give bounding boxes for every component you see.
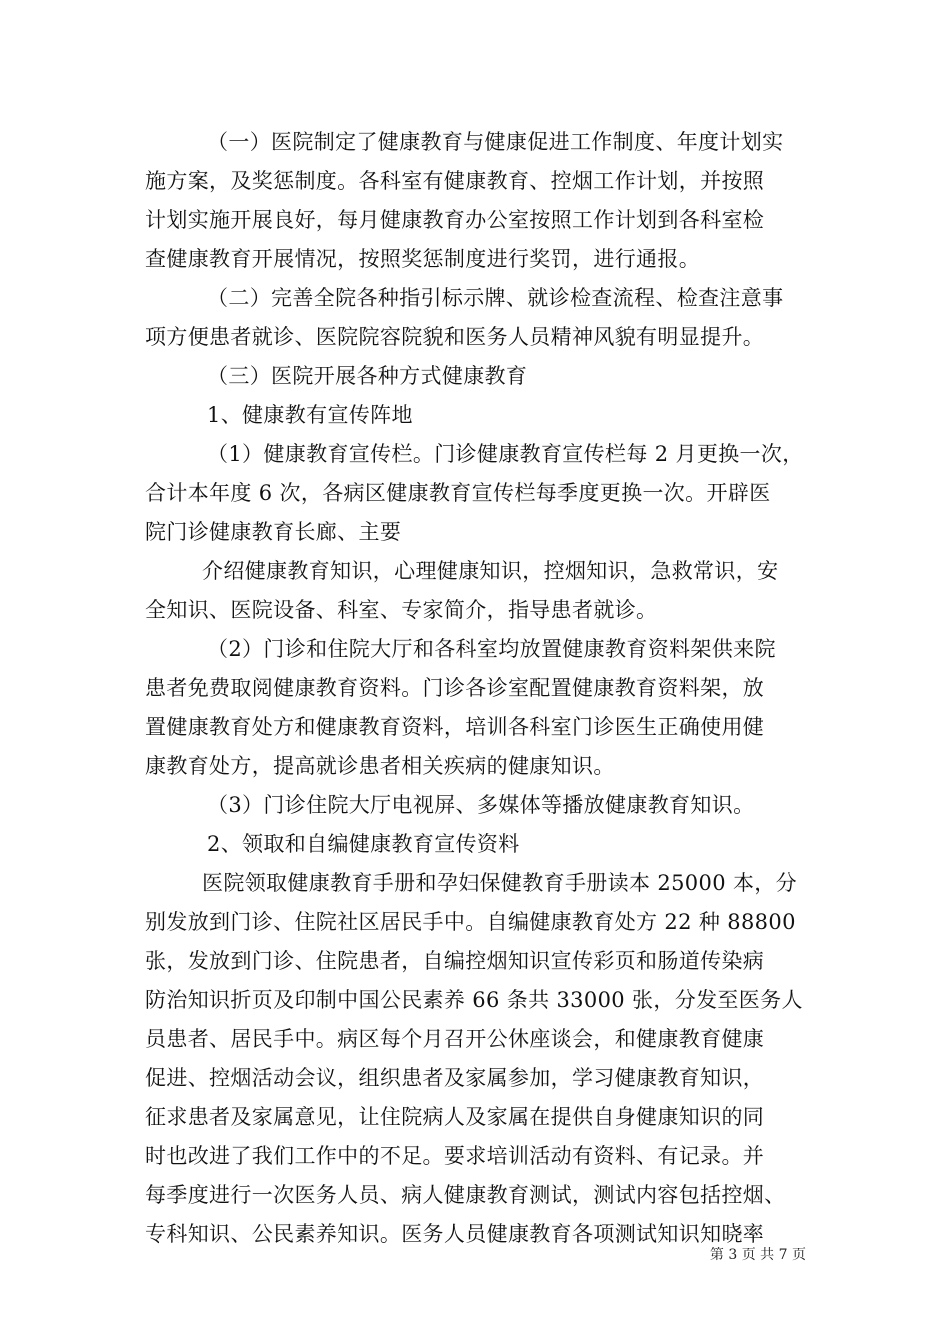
paragraph-line: 别发放到门诊、住院社区居民手中。自编健康教育处方 22 种 88800: [145, 910, 796, 934]
paragraph-line: （3）门诊住院大厅电视屏、多媒体等播放健康教育知识。: [207, 793, 755, 817]
paragraph-line: （二）完善全院各种指引标示牌、就诊检查流程、检查注意事: [207, 286, 784, 310]
paragraph-line: 置健康教育处方和健康教育资料，培训各科室门诊医生正确使用健: [145, 715, 765, 739]
paragraph-line: （一）医院制定了健康教育与健康促进工作制度、年度计划实: [207, 130, 784, 154]
paragraph-line: 张，发放到门诊、住院患者，自编控烟知识宣传彩页和肠道传染病: [145, 949, 765, 973]
paragraph-line: 每季度进行一次医务人员、病人健康教育测试，测试内容包括控烟、: [145, 1183, 786, 1207]
paragraph-line: （2）门诊和住院大厅和各科室均放置健康教育资料架供来院: [207, 637, 776, 661]
subsection-heading: 2、领取和自编健康教育宣传资料: [207, 832, 520, 856]
paragraph-line: 合计本年度 6 次，各病区健康教育宣传栏每季度更换一次。开辟医: [145, 481, 771, 505]
paragraph-line: 查健康教育开展情况，按照奖惩制度进行奖罚，进行通报。: [145, 247, 701, 271]
paragraph-line: 全知识、医院设备、科室、专家简介，指导患者就诊。: [145, 598, 658, 622]
paragraph-line: 患者免费取阅健康教育资料。门诊各诊室配置健康教育资料架，放: [145, 676, 765, 700]
paragraph-line: 员患者、居民手中。病区每个月召开公休座谈会，和健康教育健康: [145, 1027, 765, 1051]
page-number: 第 3 页 共 7 页: [709, 1247, 806, 1263]
paragraph-line: 介绍健康教育知识，心理健康知识，控烟知识，急救常识，安: [202, 559, 779, 583]
paragraph-line: 防治知识折页及印制中国公民素养 66 条共 33000 张，分发至医务人: [145, 988, 803, 1012]
paragraph-line: 项方便患者就诊、医院院容院貌和医务人员精神风貌有明显提升。: [145, 325, 765, 349]
section-heading: （三）医院开展各种方式健康教育: [207, 364, 528, 388]
paragraph-line: 计划实施开展良好，每月健康教育办公室按照工作计划到各科室检: [145, 208, 765, 232]
subsection-heading: 1、健康教有宣传阵地: [207, 403, 413, 427]
paragraph-line: 康教育处方，提高就诊患者相关疾病的健康知识。: [145, 754, 615, 778]
paragraph-line: 时也改进了我们工作中的不足。要求培训活动有资料、有记录。并: [145, 1144, 765, 1168]
paragraph-line: 专科知识、公民素养知识。医务人员健康教育各项测试知识知晓率: [145, 1222, 765, 1246]
paragraph-line: （1）健康教育宣传栏。门诊健康教育宣传栏每 2 月更换一次，: [207, 442, 804, 466]
paragraph-line: 医院领取健康教育手册和孕妇保健教育手册读本 25000 本，分: [202, 871, 798, 895]
paragraph-line: 施方案，及奖惩制度。各科室有健康教育、控烟工作计划，并按照: [145, 169, 765, 193]
paragraph-line: 促进、控烟活动会议，组织患者及家属参加，学习健康教育知识，: [145, 1066, 765, 1090]
paragraph-line: 征求患者及家属意见，让住院病人及家属在提供自身健康知识的同: [145, 1105, 765, 1129]
paragraph-line: 院门诊健康教育长廊、主要: [145, 520, 402, 544]
